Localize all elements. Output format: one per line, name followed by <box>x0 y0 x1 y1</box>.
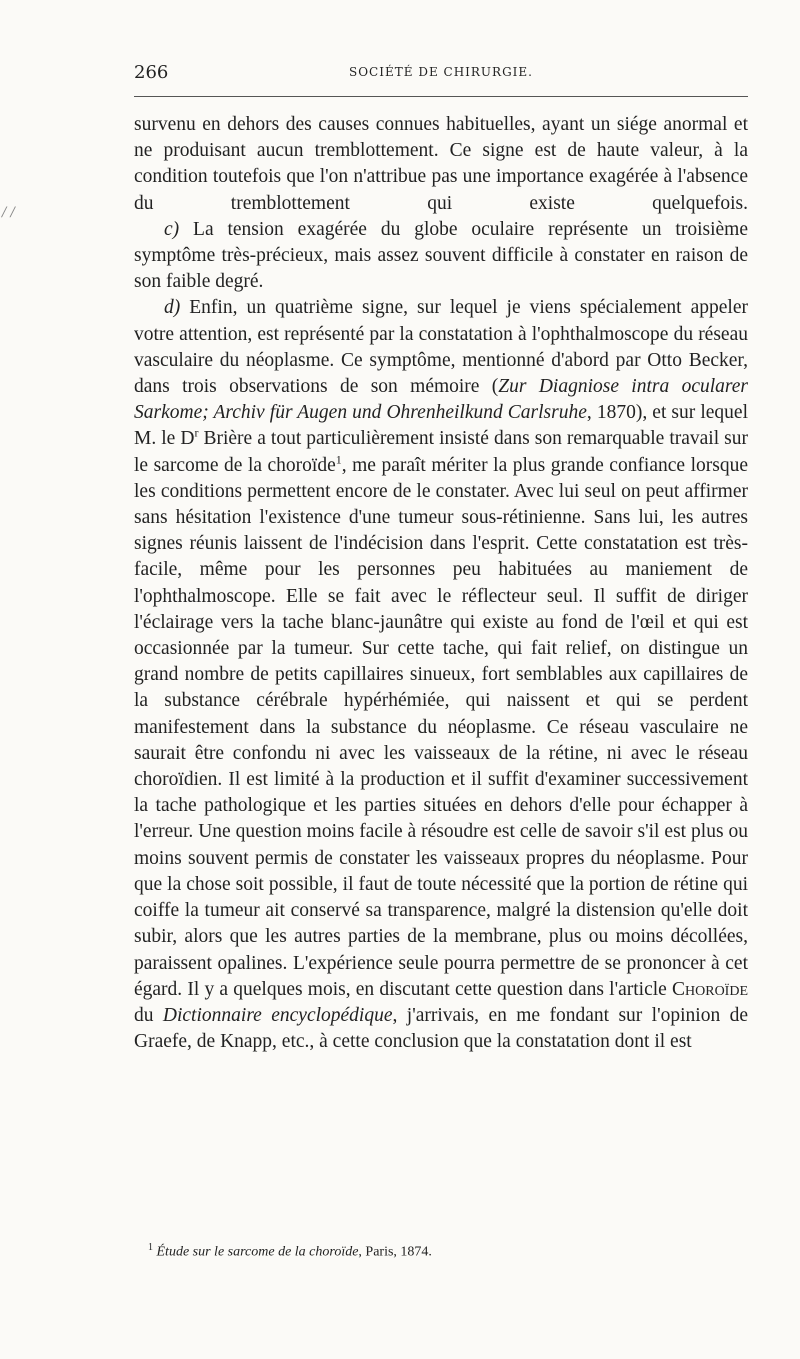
paragraph-2-label: c) <box>164 218 180 240</box>
footnote-rest: , Paris, 1874. <box>358 1244 432 1260</box>
paragraph-3-label: d) <box>164 297 181 319</box>
footnote <box>148 1242 748 1261</box>
body-text <box>134 112 748 1055</box>
page-number: 266 <box>134 62 169 83</box>
paragraph-3-text-2: , 1870), et sur lequel M. le D <box>134 402 748 450</box>
paragraph-3 <box>134 295 748 1055</box>
paragraph-2 <box>134 217 748 296</box>
dictionary-title: Dictionnaire encyclopédique <box>162 1004 393 1026</box>
margin-marks: / / <box>2 205 15 220</box>
footnote-mark: 1 <box>148 1242 153 1253</box>
paragraph-3-text-4: , me paraît mériter la plus grande confiance lorsque les conditions permettent encore de le constater. Avec lui seul on peut affirmer sans hésitation l'existence d'une tumeur sous-rétinienne. Sans lui, les autres signes réunis laissent de l'indécision dans l'esprit. Cette constatation est très-facile, même pour les personnes peu habituées au maniement de l'ophthalmoscope. Elle se fait avec le réflecteur seul. Il suffit de diriger l'éclairage vers la tache blanc-jaunâtre qui existe au fond de l'œil et qui est occasionnée par la tumeur. Sur cette tache, qui fait relief, on distingue un grand nombre de petits capillaires sinueux, fort semblables aux capillaires de la substance cérébrale hypérhémiée, qui naissent et qui se perdent manifestement dans la substance du néoplasme. Ce réseau vasculaire ne saurait être confondu ni avec les vaisseaux de la rétine, ni avec le réseau choroïdien. Il est limité à la production et il suffit d'examiner successivement la tache pathologique et les parties situées en dehors d'elle pour échapper à l'erreur. Une question moins facile à résoudre est celle de savoir s'il est plus ou moins souvent permis de constater les vaisseaux propres du néoplasme. Pour que la chose soit possible, il faut de toute nécessité que la portion de rétine qui coiffe la tumeur ait conservé sa transparence, malgré la distension qu'elle doit subir, alors que les autres parties de la membrane, plus ou moins décollées, paraissent opalines. L'expérience seule pourra permettre de se prononcer à cet égard. Il y a quelques mois, en discutant cette question dans l'article <box>134 454 748 1000</box>
header-rule <box>134 96 748 97</box>
article-title: Choroïde <box>672 978 748 1000</box>
citation-title: Zur Diagniose intra ocularer Sarkome; Archiv für Augen und Ohrenheilkund Carlsruhe <box>134 376 749 424</box>
paragraph-3-text-3: Brière a tout particulièrement insisté dans son remarquable travail sur le sarcome de la choroïde <box>134 428 748 476</box>
paragraph-1: survenu en dehors des causes connues habituelles, ayant un siége anormal et ne produisant aucun tremblottement. Ce signe est de haute valeur, à la condition toutefois que l'on n'attribue pas une importance exagérée à l'absence du tremblottement qui existe quelquefois. <box>134 114 748 214</box>
running-title: SOCIÉTÉ DE CHIRURGIE. <box>349 65 533 79</box>
footnote-title: Étude sur le sarcome de la choroïde <box>156 1244 359 1260</box>
paragraph-3-text-5: du <box>134 1004 163 1026</box>
page-header <box>134 62 748 86</box>
paragraph-2-text: La tension exagérée du globe oculaire représente un troisième symptôme très-précieux, mais assez souvent difficile à constater en raison de son faible degré. <box>134 218 748 293</box>
dr-superscript: r <box>194 425 199 440</box>
paragraph-3-text-1: Enfin, un quatrième signe, sur lequel je viens spécialement appeler votre attention, est représenté par la constatation à l'ophthalmoscope du réseau vasculaire du néoplasme. Ce symptôme, mentionné d'abord par Otto Becker, dans trois observations de son mémoire ( <box>134 297 748 398</box>
footnote-reference: 1 <box>335 452 342 467</box>
paragraph-3-text-6: , j'arrivais, en me fondant sur l'opinion de Graefe, de Knapp, etc., à cette conclusion que la constatation dont il est <box>134 1004 748 1053</box>
